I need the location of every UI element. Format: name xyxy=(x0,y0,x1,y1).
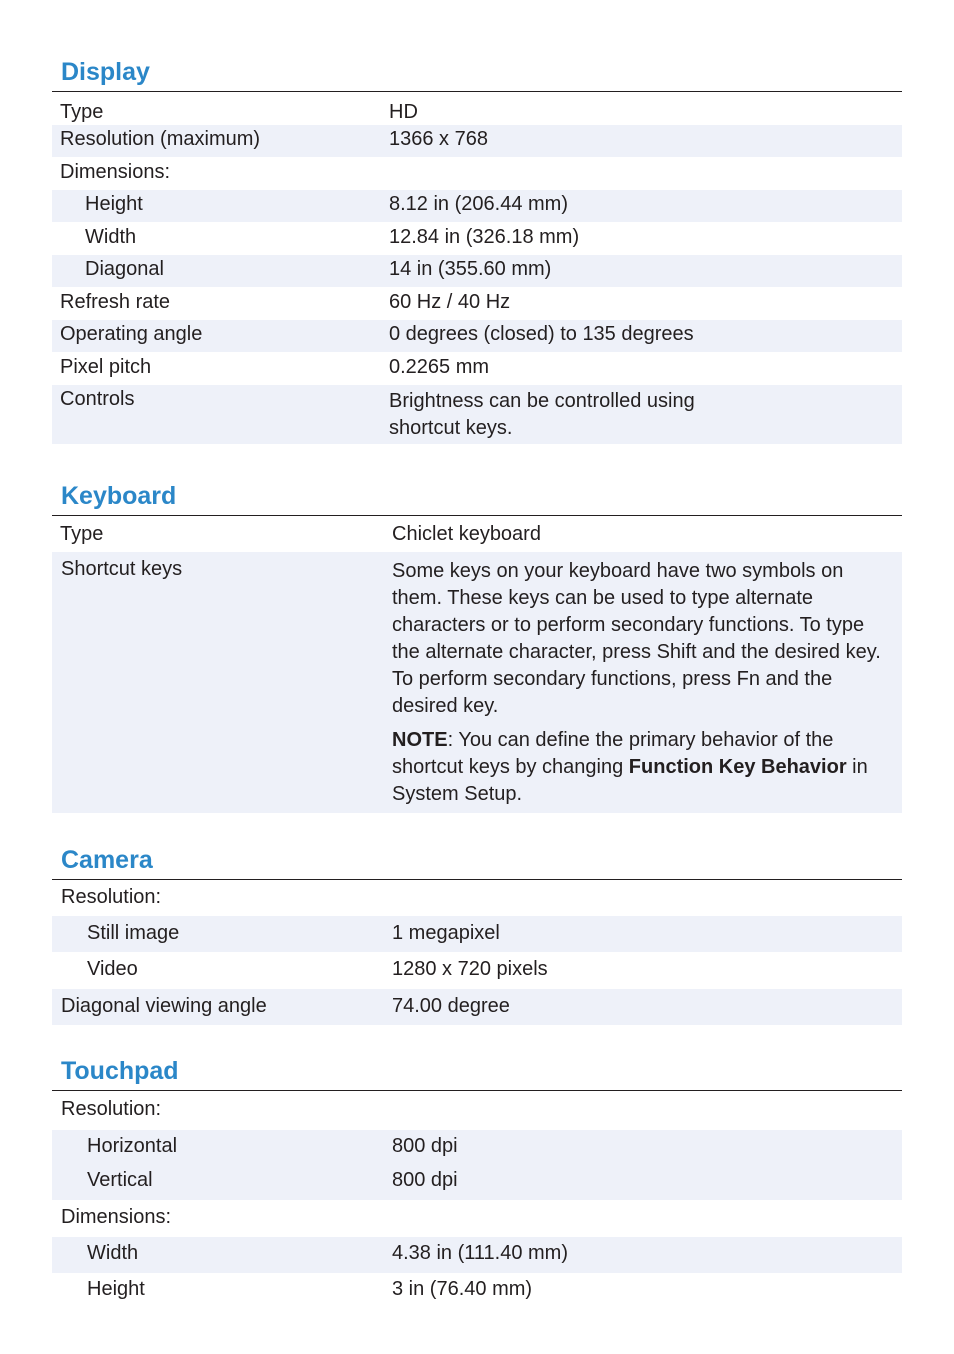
spec-value: HD xyxy=(389,101,418,123)
spec-row-shortcut-keys xyxy=(52,552,902,813)
spec-value: 1280 x 720 pixels xyxy=(392,958,548,980)
spec-label: Width xyxy=(87,1242,139,1264)
section-title-keyboard: Keyboard xyxy=(61,482,177,510)
spec-row-resolution xyxy=(52,125,902,157)
spec-row-resolution xyxy=(52,1091,902,1130)
spec-label: Height xyxy=(85,193,143,215)
spec-row-type xyxy=(52,516,902,552)
keyboard-section xyxy=(52,481,902,813)
spec-label: Type xyxy=(60,101,104,123)
spec-label: Dimensions: xyxy=(60,161,171,183)
spec-row-dimensions xyxy=(52,157,902,190)
spec-label: Horizontal xyxy=(87,1135,178,1157)
spec-label: Resolution: xyxy=(61,1098,162,1120)
spec-label: Width xyxy=(85,226,137,248)
spec-value: 14 in (355.60 mm) xyxy=(389,258,552,280)
section-title-touchpad: Touchpad xyxy=(61,1057,179,1085)
spec-label: Resolution (maximum) xyxy=(60,128,261,150)
spec-value: 74.00 degree xyxy=(392,995,510,1017)
spec-label: Height xyxy=(87,1278,145,1300)
spec-label: Controls xyxy=(60,388,135,410)
spec-value: 3 in (76.40 mm) xyxy=(392,1278,533,1300)
spec-row-resolution-values xyxy=(52,1130,902,1200)
spec-value: 8.12 in (206.44 mm) xyxy=(389,193,568,215)
spec-row-diagonal xyxy=(52,255,902,287)
spec-label: Operating angle xyxy=(60,323,203,345)
spec-value: 800 dpi xyxy=(392,1169,458,1191)
spec-value: 60 Hz / 40 Hz xyxy=(389,291,511,313)
spec-label: Refresh rate xyxy=(60,291,171,313)
spec-value: 1366 x 768 xyxy=(389,128,488,150)
spec-label: Video xyxy=(87,958,138,980)
spec-label: Type xyxy=(60,523,104,545)
spec-value: 800 dpi xyxy=(392,1135,458,1157)
spec-row-height xyxy=(52,1273,902,1309)
spec-value: Chiclet keyboard xyxy=(392,523,541,545)
spec-label: Still image xyxy=(87,922,180,944)
spec-label: Pixel pitch xyxy=(60,356,152,378)
spec-row-width xyxy=(52,1237,902,1273)
spec-row-still-image xyxy=(52,916,902,952)
spec-label: Diagonal xyxy=(85,258,164,280)
spec-row-dimensions xyxy=(52,1200,902,1237)
spec-label: Dimensions: xyxy=(61,1206,172,1228)
spec-value: 1 megapixel xyxy=(392,922,500,944)
display-section xyxy=(52,57,902,444)
spec-row-pixel-pitch xyxy=(52,352,902,385)
note-paragraph xyxy=(392,727,897,808)
spec-row-diagonal-viewing-angle xyxy=(52,989,902,1025)
spec-value xyxy=(392,558,897,808)
spec-row-controls xyxy=(52,385,902,444)
spec-row-video xyxy=(52,952,902,989)
spec-label: Diagonal viewing angle xyxy=(61,995,267,1017)
spec-value: 4.38 in (111.40 mm) xyxy=(392,1242,569,1264)
spec-value: 0 degrees (closed) to 135 degrees xyxy=(389,323,694,345)
spec-row-width xyxy=(52,222,902,255)
note-label: NOTE xyxy=(392,729,448,751)
spec-row-resolution xyxy=(52,880,902,916)
section-title-camera: Camera xyxy=(61,846,153,874)
section-title-display: Display xyxy=(61,58,150,86)
spec-label: Resolution: xyxy=(61,886,162,908)
spec-label: Vertical xyxy=(87,1169,153,1191)
spec-row-type xyxy=(52,92,902,125)
spec-label: Shortcut keys xyxy=(61,558,183,580)
note-text: : You can define the primary behavior of the shortcut keys by changing xyxy=(392,729,834,778)
shortcut-keys-description: Some keys on your keyboard have two symbols on them. These keys can be used to type alternate characters or to perform secondary functions. To type the alternate character, press Shift and the desired key. To perform secondary functions, press Fn and the desired key. xyxy=(392,560,881,717)
spec-row-refresh-rate xyxy=(52,287,902,320)
touchpad-section xyxy=(52,1056,902,1309)
spec-value: Brightness can be controlled using shortcut keys. xyxy=(389,390,695,439)
note-text: in System Setup. xyxy=(392,756,868,805)
spec-value: 12.84 in (326.18 mm) xyxy=(389,226,580,248)
camera-section xyxy=(52,845,902,1025)
note-bold-text: Function Key Behavior xyxy=(628,756,847,778)
spec-value: 0.2265 mm xyxy=(389,356,490,378)
spec-row-operating-angle xyxy=(52,320,902,352)
spec-row-height xyxy=(52,190,902,222)
